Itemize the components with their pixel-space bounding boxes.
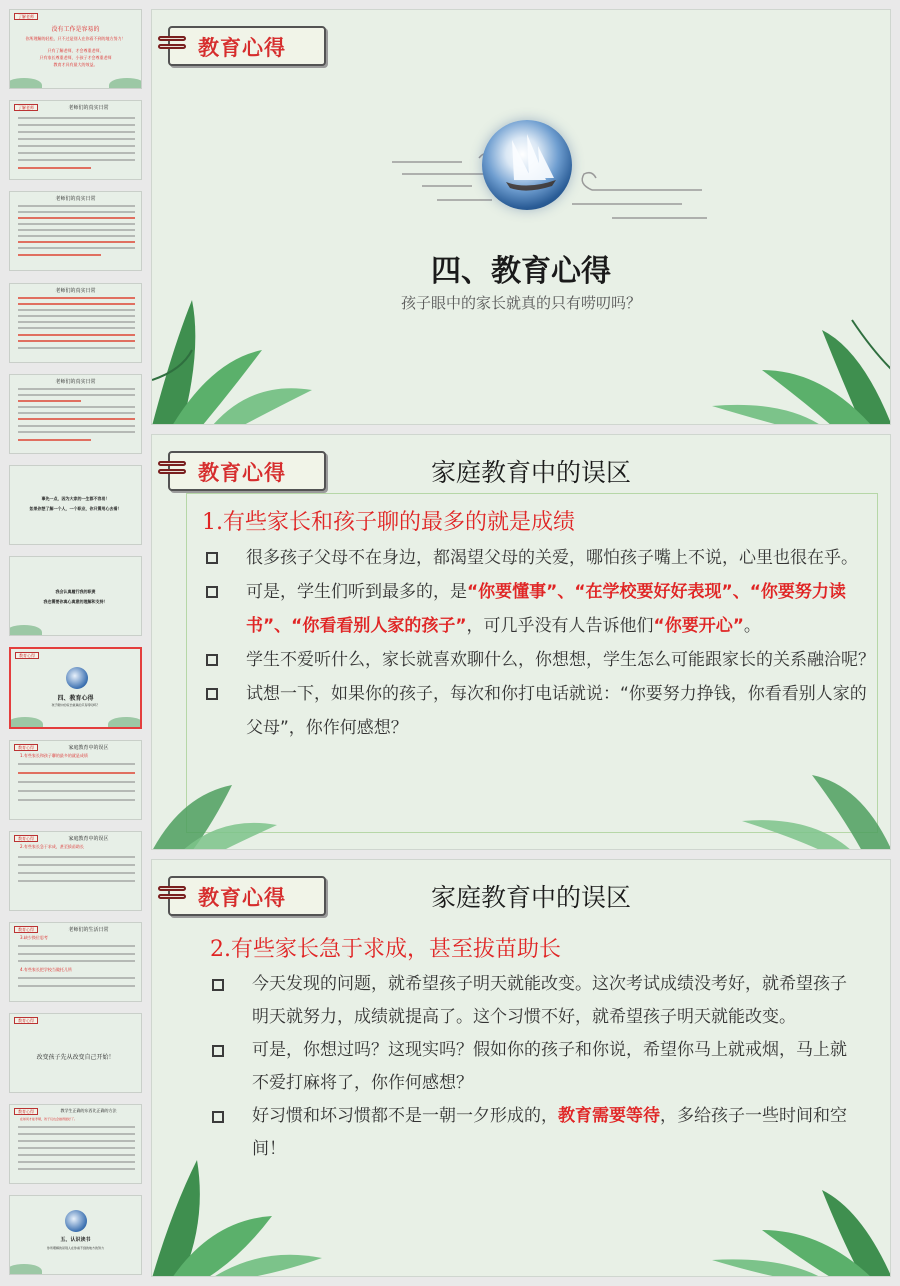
slide-thumbnail-9[interactable] — [9, 740, 142, 820]
text-line — [18, 309, 135, 311]
text-line — [18, 856, 135, 858]
slide-thumbnail-1[interactable] — [9, 9, 142, 89]
text-line — [18, 781, 135, 783]
text-line — [18, 1133, 135, 1135]
bullet-item — [206, 643, 876, 677]
bullet-text: 试想一下，如果你的孩子，每次和你打电话就说：“你要努力挣钱，你看看别人家的父母”，你作何感想？ — [246, 684, 867, 738]
sailing-ship-globe-image — [482, 120, 572, 210]
text-line — [18, 247, 135, 249]
checkbox-bullet-icon — [206, 688, 218, 700]
badge-label: 教育心得 — [198, 461, 286, 485]
leaf-decoration — [9, 717, 43, 729]
text-line — [18, 431, 135, 433]
slide-thumbnail-8-selected[interactable] — [9, 647, 142, 729]
slide-title: 家庭教育中的误区 — [430, 458, 631, 487]
text-line — [18, 124, 135, 126]
slide-thumbnail-10[interactable] — [9, 831, 142, 911]
thumbnail-title: 老师们的生活日常 — [68, 927, 109, 933]
slide-thumbnail-3[interactable] — [9, 191, 142, 271]
text-line — [18, 347, 135, 349]
text-line — [18, 138, 135, 140]
thumbnail-title: 四、教育心得 — [57, 695, 94, 702]
thumbnail-text: 我会认真履行我的职责 — [55, 589, 96, 594]
slide-section-title — [151, 9, 891, 425]
thumbnail-text: 2.有些家长急于求成，甚至拔苗助长 — [20, 844, 84, 849]
text-line — [18, 1140, 135, 1142]
thumbnail-text: 我也需要你真心真意的理解和支持！ — [43, 599, 108, 604]
text-line — [18, 977, 135, 979]
text-line — [18, 159, 135, 161]
text-line — [18, 1154, 135, 1156]
bullet-text: 好习惯和坏习惯都不是一朝一夕形成的， — [252, 1106, 558, 1126]
slide-thumbnail-14[interactable] — [9, 1195, 142, 1275]
text-line — [18, 315, 135, 317]
thumbnail-text: 只有家长尊重老师，小孩子才会尊重老师 — [39, 55, 112, 60]
slide-thumbnail-panel — [0, 0, 148, 1286]
leaf-decoration — [108, 717, 142, 729]
text-line — [18, 117, 135, 119]
thumbnail-text: 你所理解的轻松，只不过是别人在你看不到的地方努力！ — [25, 36, 126, 41]
badge-label: 教育心得 — [198, 886, 286, 910]
thumbnail-tag: 教育心得 — [15, 652, 39, 659]
thumbnail-text: 你所理解的是别人在你看不到的地方的努力 — [46, 1246, 104, 1250]
leaf-decoration — [9, 625, 42, 636]
bullet-list — [206, 541, 876, 745]
slide-parenting-mistake-2 — [151, 859, 891, 1277]
badge-label: 教育心得 — [198, 36, 286, 60]
thumbnail-title: 家庭教育中的误区 — [68, 836, 109, 842]
thumbnail-text: 孩子眼中的家长就真的只有唠叨吗？ — [51, 703, 100, 707]
bullet-text: 可是，你想过吗？这现实吗？假如你的孩子和你说，希望你马上就戒烟，马上就不爱打麻将了，你作何感想？ — [252, 1040, 847, 1093]
bullet-list — [212, 968, 852, 1166]
text-line — [18, 327, 135, 329]
text-line — [18, 1161, 135, 1163]
text-line — [18, 1147, 135, 1149]
thumbnail-title: 五、认识读书 — [60, 1237, 91, 1243]
text-line — [18, 1126, 135, 1128]
thumbnail-text: 只有了解老师，才会尊重老师， — [47, 48, 104, 53]
thumbnail-title: 家庭教育中的误区 — [68, 745, 109, 751]
bullet-item — [206, 677, 876, 745]
highlight-text: 教育需要等待 — [558, 1106, 660, 1126]
thumbnail-title: 老师们的真实日常 — [55, 379, 96, 385]
checkbox-bullet-icon — [212, 979, 224, 991]
text-line — [18, 872, 135, 874]
checkbox-bullet-icon — [212, 1045, 224, 1057]
slide-thumbnail-7[interactable] — [9, 556, 142, 636]
text-line — [18, 880, 135, 882]
thumbnail-tag: 教育心得 — [14, 1108, 38, 1115]
text-line — [18, 960, 135, 962]
section-heading: 2.有些家长急于求成，甚至拔苗助长 — [210, 937, 561, 962]
slide-parenting-mistake-1 — [151, 434, 891, 850]
thumbnail-title: 老师们的真实日常 — [55, 196, 96, 202]
text-line — [18, 167, 91, 169]
text-line — [18, 334, 135, 336]
text-line — [18, 1168, 135, 1170]
thumbnail-tag: 了解老师 — [14, 104, 38, 111]
text-line — [18, 400, 81, 402]
thumbnail-tag: 教育心得 — [14, 744, 38, 751]
text-line — [18, 772, 135, 774]
text-line — [18, 790, 135, 792]
text-line — [18, 340, 135, 342]
text-line — [18, 241, 135, 243]
text-line — [18, 297, 135, 299]
text-line — [18, 131, 135, 133]
slide-thumbnail-5[interactable] — [9, 374, 142, 454]
palm-leaf-decoration — [712, 765, 891, 850]
slide-title: 家庭教育中的误区 — [430, 883, 631, 912]
leaf-decoration — [9, 1264, 42, 1275]
text-line — [18, 799, 135, 801]
palm-leaf-decoration — [672, 310, 891, 425]
checkbox-bullet-icon — [206, 654, 218, 666]
text-line — [18, 223, 135, 225]
globe-image — [66, 667, 88, 689]
slide-thumbnail-6[interactable] — [9, 465, 142, 545]
highlight-text: “你要懂事”、“在学校要好好表现”、“你要努力读书”、“你看看别人家的孩子” — [246, 582, 846, 636]
checkbox-bullet-icon — [206, 552, 218, 564]
thumbnail-text: 教育才具有最大的效益。 — [53, 62, 98, 67]
thumbnail-text: 改变孩子先从改变自己开始！ — [36, 1054, 115, 1061]
slide-thumbnail-12[interactable] — [9, 1013, 142, 1093]
thumbnail-tag: 了解老师 — [14, 13, 38, 20]
cloud-line-decoration — [572, 160, 712, 230]
thumbnail-text: 1.有些家长和孩子聊的最多的就是成绩 — [20, 753, 88, 758]
slide-title: 四、教育心得 — [431, 254, 611, 289]
palm-leaf-decoration — [152, 1160, 322, 1277]
slide-thumbnail-4[interactable] — [9, 283, 142, 363]
bullet-text: ，可几乎没有人告诉他们 — [466, 616, 654, 636]
leaf-decoration — [109, 78, 142, 89]
text-line — [18, 152, 135, 154]
section-heading: 1.有些家长和孩子聊的最多的就是成绩 — [202, 510, 575, 535]
text-line — [18, 418, 135, 420]
bullet-item — [206, 541, 876, 575]
binder-rings-icon — [158, 36, 186, 58]
bullet-item — [212, 968, 852, 1034]
thumbnail-title: 老师们的真实日常 — [68, 105, 109, 111]
slide-subtitle: 孩子眼中的家长就真的只有唠叨吗？ — [400, 294, 641, 312]
text-line — [18, 425, 135, 427]
thumbnail-title: 没有工作是容易的 — [51, 26, 100, 33]
thumbnail-tag: 教育心得 — [14, 1017, 38, 1024]
slide-thumbnail-13[interactable] — [9, 1104, 142, 1184]
bullet-item — [206, 575, 876, 643]
text-line — [18, 763, 135, 765]
slide-thumbnail-11[interactable] — [9, 922, 142, 1002]
bullet-item — [212, 1034, 852, 1100]
bullet-text: ，多给孩子一些时间和空间！ — [252, 1106, 847, 1159]
thumbnail-text: 3.缺少换位思考 — [20, 935, 48, 940]
text-line — [18, 953, 135, 955]
highlight-text: “你要开心” — [653, 616, 744, 636]
thumbnail-text: 4.有些家长把学校当做托儿所 — [20, 967, 72, 972]
thumbnail-title: 老师们的真实日常 — [55, 288, 96, 294]
thumbnail-title: 教学生正确的东西比正确的方法 — [60, 1108, 117, 1113]
text-line — [18, 303, 135, 305]
thumbnail-text: 如果你想了解一个人，一个职业，你只需用心去看！ — [29, 506, 122, 511]
bullet-text: 学生不爱听什么，家长就喜欢聊什么，你想想，学生怎么可能跟家长的关系融洽呢？ — [246, 650, 875, 670]
text-line — [18, 217, 135, 219]
text-line — [18, 235, 135, 237]
section-badge — [168, 26, 326, 66]
thumbnail-text: 在如何才能孝顺，孩子们也会做得最好了。 — [20, 1117, 78, 1121]
thumbnail-tag: 教育心得 — [14, 835, 38, 842]
leaf-decoration — [9, 78, 42, 89]
text-line — [18, 945, 135, 947]
text-line — [18, 985, 135, 987]
thumbnail-tag: 教育心得 — [14, 926, 38, 933]
bullet-text: 很多孩子父母不在身边，都渴望父母的关爱，哪怕孩子嘴上不说，心里也很在乎。 — [246, 548, 858, 568]
text-line — [18, 229, 135, 231]
palm-leaf-decoration — [152, 290, 322, 425]
text-line — [18, 864, 135, 866]
checkbox-bullet-icon — [212, 1111, 224, 1123]
text-line — [18, 412, 135, 414]
text-line — [18, 211, 135, 213]
slide-thumbnail-2[interactable] — [9, 100, 142, 180]
bullet-text: 可是，学生们听到最多的，是 — [246, 582, 467, 602]
globe-image — [65, 1210, 87, 1232]
bullet-text: 。 — [743, 616, 761, 636]
text-line — [18, 321, 135, 323]
thumbnail-text: 事先一点，因为大家的一生都不容易！ — [41, 496, 110, 501]
text-line — [18, 406, 135, 408]
text-line — [18, 394, 135, 396]
palm-leaf-decoration — [672, 1180, 891, 1277]
text-line — [18, 439, 91, 441]
bullet-text: 今天发现的问题，就希望孩子明天就能改变。这次考试成绩没考好，就希望孩子明天就努力，成绩就提高了。这个习惯不好，就希望孩子明天就能改变。 — [252, 974, 847, 1027]
text-line — [18, 388, 135, 390]
text-line — [18, 254, 101, 256]
palm-leaf-decoration — [152, 765, 282, 850]
bullet-item — [212, 1100, 852, 1166]
text-line — [18, 145, 135, 147]
text-line — [18, 205, 135, 207]
checkbox-bullet-icon — [206, 586, 218, 598]
